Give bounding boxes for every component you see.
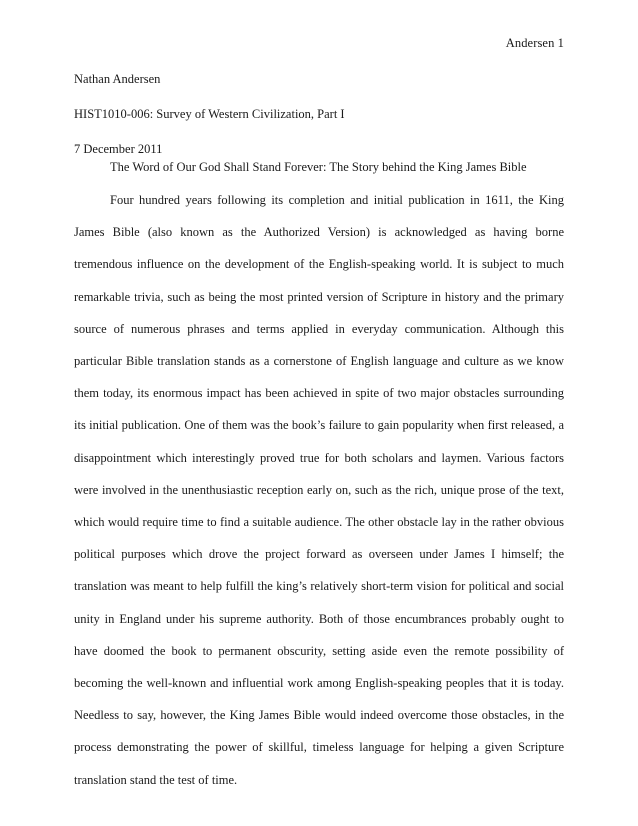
author-name: Nathan Andersen (74, 72, 161, 86)
essay-title: The Word of Our God Shall Stand Forever: The Story behind the King James Bible (110, 160, 527, 174)
running-head: Andersen 1 (505, 36, 564, 50)
date-line: 7 December 2011 (74, 142, 163, 156)
course-line: HIST1010-006: Survey of Western Civilization, Part I (74, 107, 345, 121)
body-paragraph: Four hundred years following its completion and initial publication in 1611, the King James Bible (also known as the Authorized Version) is acknowledged as having borne tremendous influence on the development of the English-speaking world. It is subject to much remarkable trivia, such as being the most printed version of Scripture in history and the primary source of numerous phrases and terms applied in everyday communication. Although this particular Bible translation stands as a cornerstone of English language and culture as we know them today, its enormous impact has been achieved in spite of two major obstacles surrounding its initial publication. One of them was the book’s failure to gain popularity when first released, a disappointment which interestingly proved true for both scholars and laymen. Various factors were involved in the unenthusiastic reception early on, such as the rich, unique prose of the text, which would require time to find a suitable audience. The other obstacle lay in the rather obvious political purposes which drove the project forward as overseen under James I himself; the translation was meant to help fulfill the king’s relatively short-term vision for political and social unity in England under his supreme authority. Both of those encumbrances probably ought to have doomed the book to permanent obscurity, setting aside even the remote possibility of becoming the well-known and influential work among English-speaking peoples that it is today. Needless to say, however, the King James Bible would indeed overcome those obstacles, in the process demonstrating the power of skillful, timeless language for helping a given Scripture translation stand the test of time. (74, 193, 564, 787)
